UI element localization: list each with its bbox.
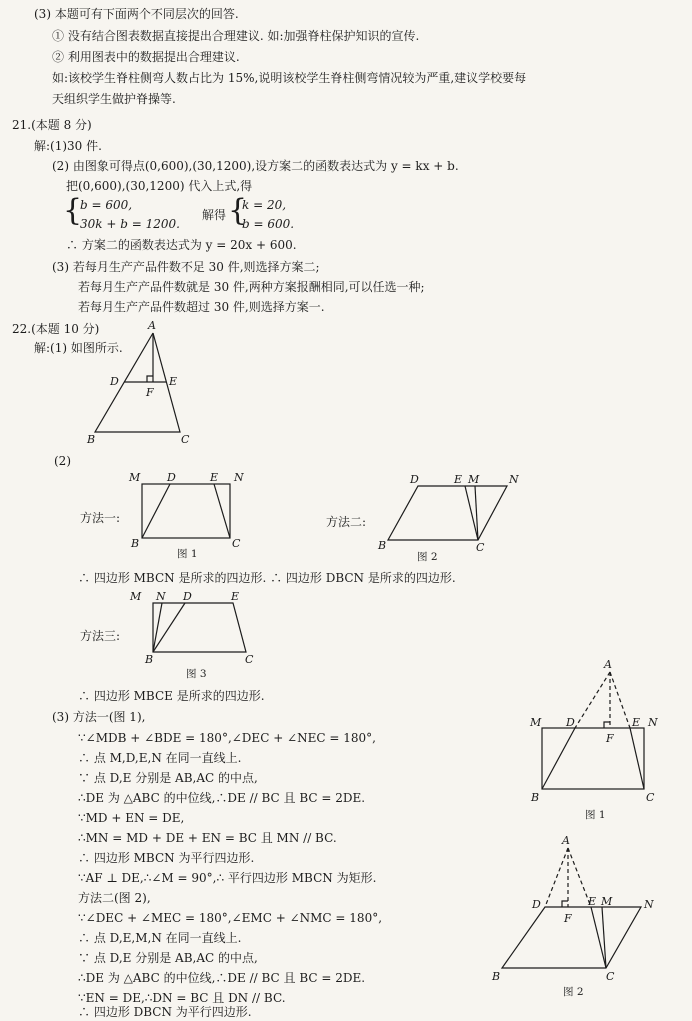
label-d: D [532, 898, 541, 911]
label-n: N [644, 898, 654, 911]
proof-fig-2-caption: 图 2 [563, 986, 584, 998]
line-ec [630, 728, 644, 789]
method-3-label: 方法三: [80, 629, 121, 643]
proof-line-15: ∵EN = DE,∴DN = BC 且 DN // BC. [78, 991, 286, 1005]
proof-line-1: (3) 方法一(图 1), [52, 710, 146, 724]
q21-answer-6: 若每月生产产品件数就是 30 件,两种方案报酬相同,可以任选一种; [78, 280, 425, 294]
solution-brace: { [228, 193, 248, 228]
label-b: B [131, 537, 140, 550]
q21-answer-1: 解:(1)30 件. [34, 139, 102, 153]
label-d: D [167, 471, 176, 484]
q21-answer-3: 把(0,600),(30,1200) 代入上式,得 [66, 179, 253, 193]
label-a: A [604, 658, 612, 671]
label-d: D [566, 716, 575, 729]
label-b: B [492, 970, 501, 983]
label-m: M [530, 716, 542, 729]
q20-line-4: 如:该校学生脊柱侧弯人数占比为 15%,说明该校学生脊柱侧弯情况较为严重,建议学校要每 [52, 71, 527, 85]
label-c: C [646, 791, 655, 804]
line-db [142, 484, 170, 538]
equation-1: b = 600, [80, 198, 133, 212]
line-mc [475, 486, 478, 540]
label-d: D [410, 473, 419, 486]
label-n: N [648, 716, 658, 729]
q20-line-2: ① 没有结合图表数据直接提出合理建议. 如:加强脊柱保护知识的宣传. [52, 29, 420, 43]
q21-answer-4: ∴ 方案二的函数表达式为 y = 20x + 600. [66, 238, 297, 252]
right-angle-mark [604, 722, 610, 728]
line-db [153, 603, 185, 652]
line-nb [153, 603, 162, 652]
q20-line-5: 天组织学生做护脊操等. [52, 92, 176, 106]
fig-2-caption: 图 2 [417, 551, 438, 563]
proof-line-10: 方法二(图 2), [78, 891, 151, 905]
line-ec [214, 484, 230, 538]
dashed-ad [545, 848, 568, 907]
parallelogram-dbcn [388, 486, 507, 540]
line-mc [602, 907, 606, 968]
q22-heading: 22.(本题 10 分) [12, 322, 100, 336]
q22-answer-1: 解:(1) 如图所示. [34, 341, 123, 355]
label-m: M [601, 895, 613, 908]
label-f: F [606, 732, 614, 745]
label-e: E [231, 590, 240, 603]
label-f: F [146, 386, 154, 399]
equation-2: 30k + b = 1200. [80, 217, 180, 231]
q21-answer-7: 若每月生产产品件数超过 30 件,则选择方案一. [78, 300, 325, 314]
label-f: F [564, 912, 572, 925]
dashed-ae [610, 672, 630, 728]
conclusion-method-3: ∴ 四边形 MBCE 是所求的四边形. [78, 689, 265, 703]
q21-answer-5: (3) 若每月生产产品件数不足 30 件,则选择方案二; [52, 260, 320, 274]
proof-fig-1-caption-visible: 图 1 [585, 809, 606, 821]
rectangle-mbcn [542, 728, 644, 789]
label-d: D [183, 590, 192, 603]
label-c: C [232, 537, 241, 550]
label-d: D [110, 375, 119, 388]
label-n: N [156, 590, 166, 603]
dashed-ae [568, 848, 591, 907]
label-c: C [181, 433, 190, 446]
label-c: C [606, 970, 615, 983]
dashed-ad [575, 672, 610, 728]
proof-line-7: ∴MN = MD + DE + EN = BC 且 MN // BC. [78, 831, 337, 845]
line-ec [465, 486, 478, 540]
method-1-label: 方法一: [80, 511, 121, 525]
proof-line-3: ∴ 点 M,D,E,N 在同一直线上. [78, 751, 242, 765]
solution-2: b = 600. [242, 217, 295, 231]
fig-3-caption: 图 3 [186, 668, 207, 680]
label-e: E [632, 716, 641, 729]
label-e: E [588, 895, 597, 908]
label-b: B [531, 791, 540, 804]
proof-line-13: ∵ 点 D,E 分别是 AB,AC 的中点, [78, 951, 258, 965]
proof-line-14: ∴DE 为 △ABC 的中位线,∴DE // BC 且 BC = 2DE. [78, 971, 366, 985]
label-n: N [234, 471, 244, 484]
label-n: N [509, 473, 519, 486]
q22-part-2: (2) [54, 454, 71, 468]
q21-heading: 21.(本题 8 分) [12, 118, 92, 132]
quadrilateral-mbce [153, 603, 246, 652]
proof-line-16: ∴ 四边形 DBCN 为平行四边形. [78, 1005, 252, 1019]
solution-1: k = 20, [242, 198, 287, 212]
q20-line-3: ② 利用图表中的数据提出合理建议. [52, 50, 240, 64]
label-e: E [454, 473, 463, 486]
label-b: B [378, 539, 387, 552]
conclusion-methods-1-2: ∴ 四边形 MBCN 是所求的四边形. ∴ 四边形 DBCN 是所求的四边形. [78, 571, 456, 585]
right-angle-mark [147, 376, 153, 382]
proof-line-5: ∴DE 为 △ABC 的中位线,∴DE // BC 且 BC = 2DE. [78, 791, 366, 805]
equation-brace-left: { [63, 193, 83, 228]
proof-line-4: ∵ 点 D,E 分别是 AB,AC 的中点, [78, 771, 258, 785]
label-e: E [169, 375, 178, 388]
label-b: B [87, 433, 96, 446]
rectangle-mbcn [142, 484, 230, 538]
label-m: M [130, 590, 142, 603]
fig-1-caption: 图 1 [177, 548, 198, 560]
proof-line-2: ∵∠MDB + ∠BDE = 180°,∠DEC + ∠NEC = 180°, [78, 731, 376, 745]
line-ec [591, 907, 606, 968]
proof-line-8: ∴ 四边形 MBCN 为平行四边形. [78, 851, 255, 865]
label-m: M [468, 473, 480, 486]
line-db [542, 728, 575, 789]
label-c: C [476, 541, 485, 554]
q21-answer-2: (2) 由图象可得点(0,600),(30,1200),设方案二的函数表达式为 y = kx + b. [52, 159, 459, 173]
parallelogram-dbcn [502, 907, 641, 968]
solve-label: 解得 [202, 208, 227, 222]
label-e: E [210, 471, 219, 484]
method-2-label: 方法二: [326, 515, 367, 529]
proof-line-12: ∴ 点 D,E,M,N 在同一直线上. [78, 931, 242, 945]
label-c: C [245, 653, 254, 666]
right-angle-mark [562, 901, 568, 907]
proof-line-6: ∵MD + EN = DE, [78, 811, 185, 825]
label-a: A [562, 834, 570, 847]
label-b: B [145, 653, 154, 666]
proof-line-9: ∵AF ⊥ DE,∴∠M = 90°,∴ 平行四边形 MBCN 为矩形. [78, 871, 377, 885]
label-m: M [129, 471, 141, 484]
label-a: A [148, 319, 156, 332]
proof-line-11: ∵∠DEC + ∠MEC = 180°,∠EMC + ∠NMC = 180°, [78, 911, 383, 925]
q20-line-1: (3) 本题可有下面两个不同层次的回答. [34, 7, 239, 21]
